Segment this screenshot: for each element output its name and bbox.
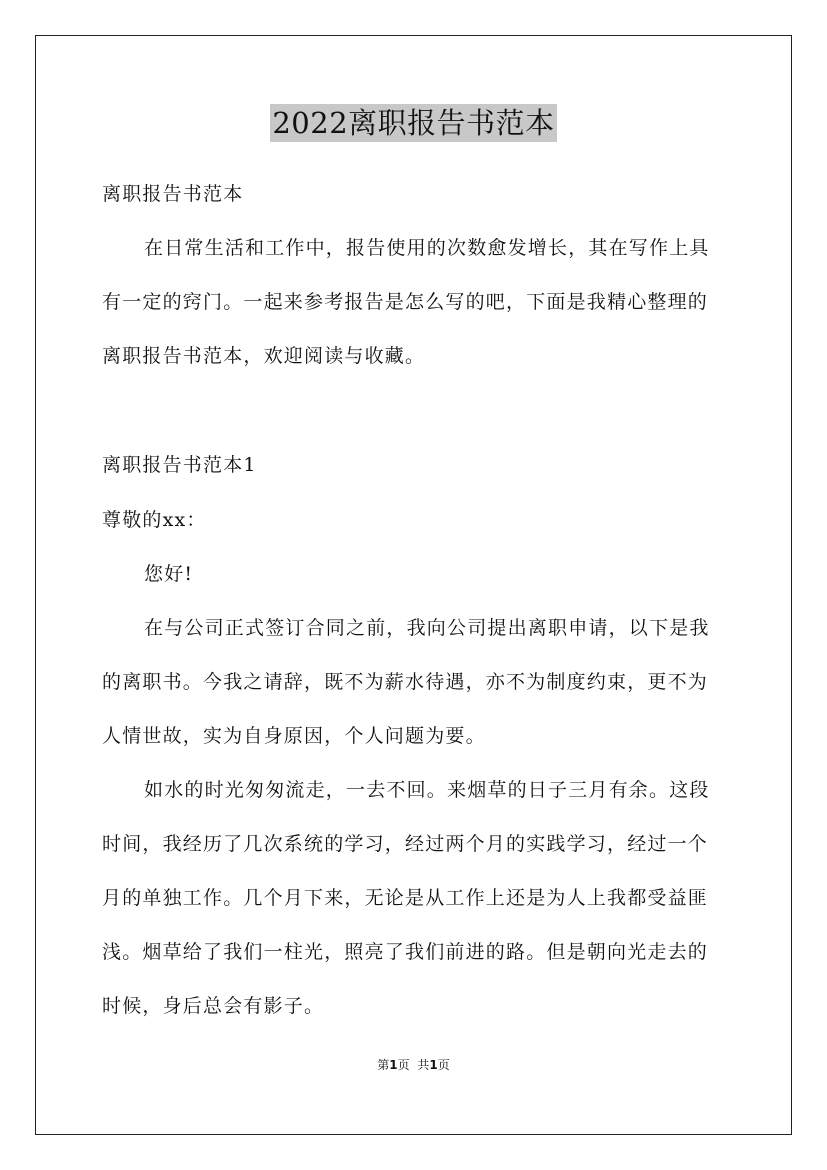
paragraph2-line-3: 月的单独工作。几个月下来，无论是从工作上还是为人上我都受益匪 <box>102 887 709 909</box>
intro-line-2: 有一定的窍门。一起来参考报告是怎么写的吧，下面是我精心整理的 <box>102 291 709 313</box>
footer-total-suffix: 页 <box>437 1058 450 1072</box>
paragraph1-line-1: 在与公司正式签订合同之前，我向公司提出离职申请，以下是我 <box>144 617 710 639</box>
footer-prefix: 第 <box>377 1058 390 1072</box>
footer-page-suffix: 页 <box>397 1058 410 1072</box>
title-container <box>0 104 827 142</box>
footer-page-number: 1 <box>389 1058 398 1072</box>
paragraph2-line-2: 时间，我经历了几次系统的学习，经过两个月的实践学习，经过一个 <box>102 833 709 855</box>
greeting: 您好! <box>144 563 194 585</box>
paragraph1-line-3: 人情世故，实为自身原因，个人问题为要。 <box>102 725 486 747</box>
paragraph2-line-4: 浅。烟草给了我们一柱光，照亮了我们前进的路。但是朝向光走去的 <box>102 941 709 963</box>
paragraph1-line-2: 的离职书。今我之请辞，既不为薪水待遇，亦不为制度约束，更不为 <box>102 671 709 693</box>
document-subtitle: 离职报告书范本 <box>102 183 244 205</box>
paragraph2-line-1: 如水的时光匆匆流走，一去不回。来烟草的日子三月有余。这段 <box>144 779 710 801</box>
paragraph2-line-5: 时候，身后总会有影子。 <box>102 995 325 1017</box>
section-heading: 离职报告书范本1 <box>102 454 257 476</box>
footer-total-pages: 1 <box>429 1058 438 1072</box>
document-title: 2022离职报告书范本 <box>272 106 555 140</box>
intro-line-3: 离职报告书范本，欢迎阅读与收藏。 <box>102 345 426 367</box>
page-footer <box>0 1056 827 1073</box>
footer-total-prefix: 共 <box>417 1058 430 1072</box>
intro-line-1: 在日常生活和工作中，报告使用的次数愈发增长，其在写作上具 <box>144 237 710 259</box>
salutation: 尊敬的xx： <box>102 509 207 531</box>
